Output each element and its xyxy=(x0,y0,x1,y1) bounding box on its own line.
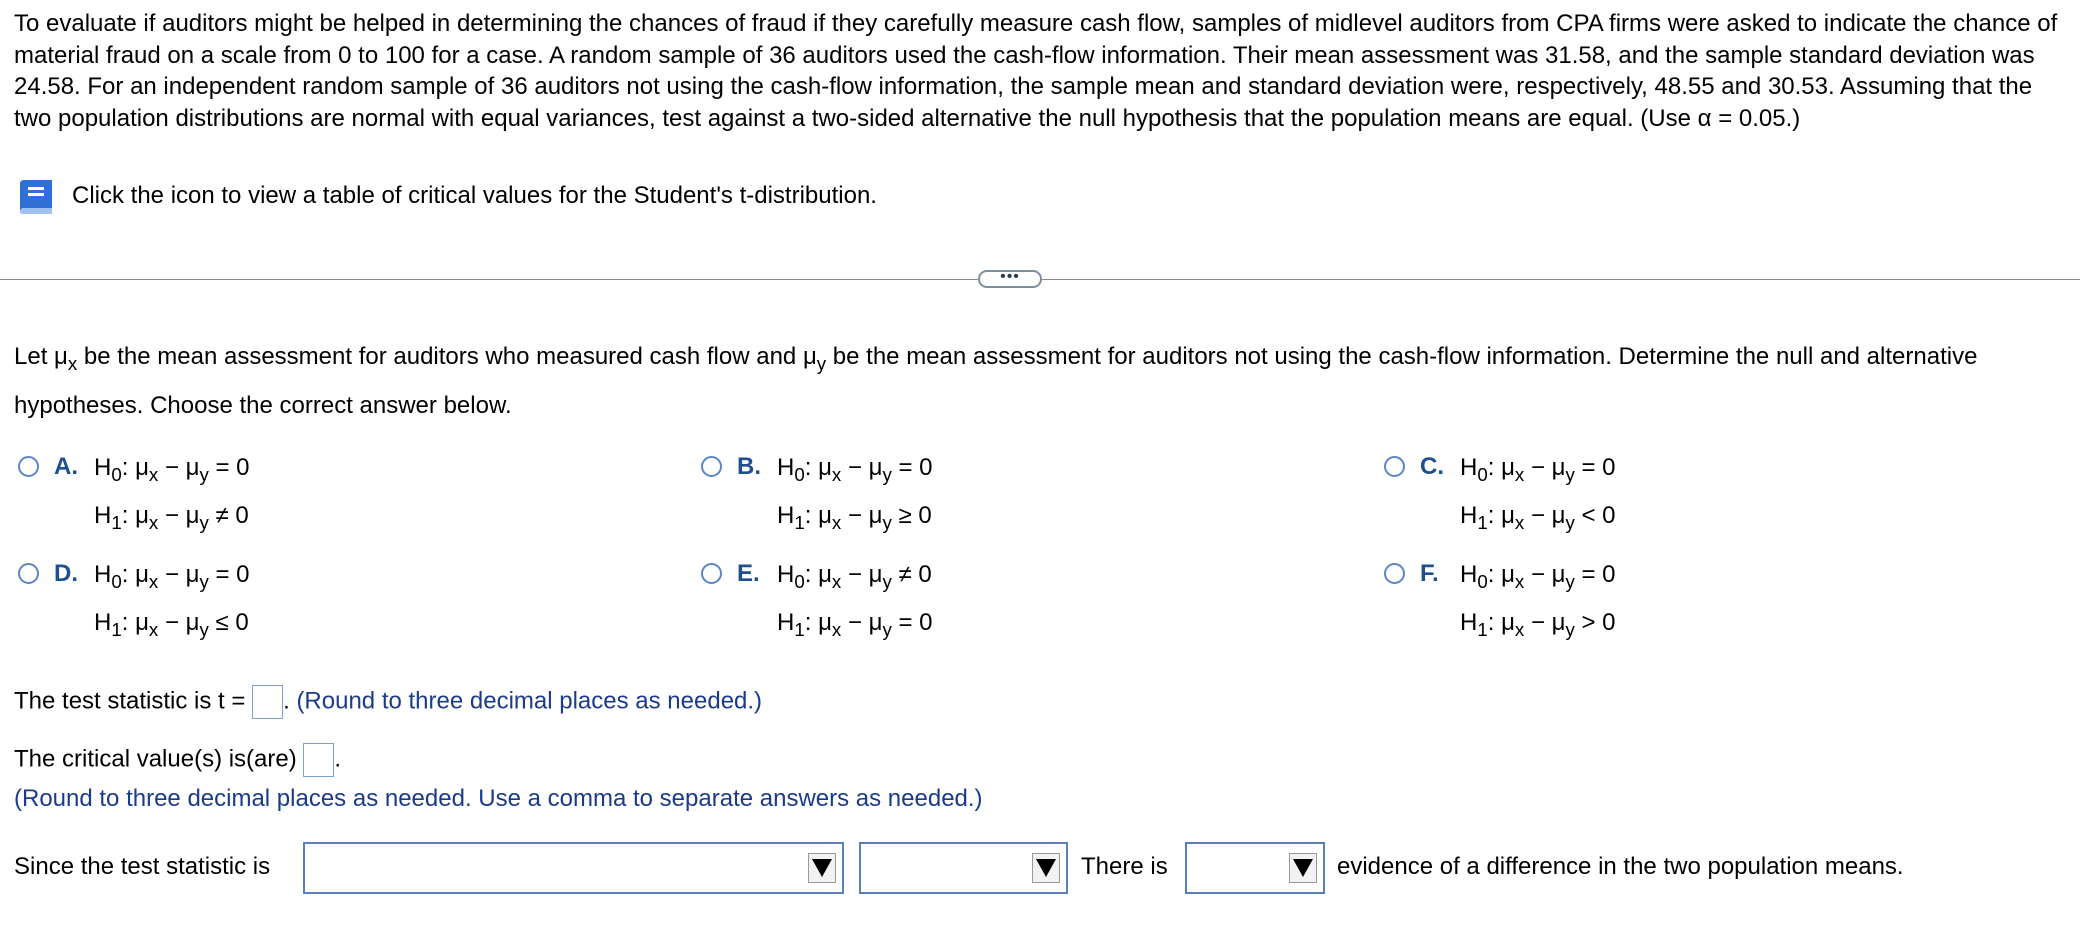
choice-d-h0: $H_0$: $\mu_x - \mu_y = 0$ xyxy=(94,561,250,593)
problem-statement: To evaluate if auditors might be helped in determining the chances of fraud if they carefully measure cash flow, samples of midlevel auditors from CPA firms were asked to indicate the chance of material fraud on a scale from 0 to 100 for a case. A random sample of 36 auditors used the cash-flow information. Their mean assessment was 31.58, and the sample standard deviation was 24.58. For an independent random sample of 36 auditors not using the cash-flow information, the sample mean and standard deviation were, respectively, 48.55 and 30.53. Assuming that the two population distributions are normal with equal variances, test against a two-sided alternative the null hypothesis that the population means are equal. (Use α = 0.05.) xyxy=(14,10,2058,132)
choice-e-letter: E. xyxy=(737,560,760,587)
book-icon[interactable] xyxy=(14,176,56,216)
choice-b-hypotheses xyxy=(777,447,933,543)
choice-c-hypotheses xyxy=(1460,447,1616,543)
choice-c[interactable] xyxy=(1384,450,1616,543)
choice-f[interactable] xyxy=(1384,557,1616,650)
choice-e-hypotheses xyxy=(777,554,933,650)
critical-value-hint: (Round to three decimal places as needed. Use a comma to separate answers as needed.) xyxy=(14,785,983,812)
choice-b-h1: $H_1$: $\mu_x - \mu_y \ge 0$ xyxy=(777,502,932,534)
choice-a[interactable] xyxy=(18,450,250,543)
question-part-1: Let μ xyxy=(14,343,68,370)
conclusion-lead: Since the test statistic is xyxy=(14,853,271,880)
dropdown-arrow-icon[interactable] xyxy=(808,853,836,883)
choice-e-h1: $H_1$: $\mu_x - \mu_y = 0$ xyxy=(777,609,933,641)
critical-value-period: . xyxy=(334,745,342,773)
test-statistic-line xyxy=(14,685,762,719)
choice-c-h0: $H_0$: $\mu_x - \mu_y = 0$ xyxy=(1460,454,1616,486)
question-sub-x: x xyxy=(67,353,78,375)
test-statistic-label: The test statistic is t = xyxy=(14,687,246,715)
choice-d[interactable] xyxy=(18,557,250,650)
t-table-link-text: Click the icon to view a table of critical values for the Student's t-distribution. xyxy=(72,182,877,209)
choice-e[interactable] xyxy=(701,557,933,650)
choice-f-h0: $H_0$: $\mu_x - \mu_y = 0$ xyxy=(1460,561,1616,593)
radio-choice-d[interactable] xyxy=(18,563,39,584)
choice-c-h1: $H_1$: $\mu_x - \mu_y < 0$ xyxy=(1460,502,1616,534)
choice-c-letter: C. xyxy=(1420,453,1444,480)
choice-a-h0: $H_0$: $\mu_x - \mu_y = 0$ xyxy=(94,454,250,486)
critical-value-input[interactable] xyxy=(303,743,334,777)
critical-value-label: The critical value(s) is(are) xyxy=(14,745,297,773)
test-statistic-input[interactable] xyxy=(252,685,283,719)
choice-d-hypotheses xyxy=(94,554,250,650)
question-part-2: be the mean assessment for auditors who measured cash flow and μ xyxy=(77,343,817,370)
choice-b-h0: $H_0$: $\mu_x - \mu_y = 0$ xyxy=(777,454,933,486)
radio-choice-b[interactable] xyxy=(701,456,722,477)
radio-choice-f[interactable] xyxy=(1384,563,1405,584)
choice-f-letter: F. xyxy=(1420,560,1439,587)
test-statistic-comparison-dropdown[interactable] xyxy=(303,842,844,894)
critical-value-line xyxy=(14,743,341,777)
dropdown-arrow-icon[interactable] xyxy=(1289,853,1317,883)
test-statistic-period: . xyxy=(283,687,290,715)
dropdown-arrow-icon[interactable] xyxy=(1032,853,1060,883)
choice-b-letter: B. xyxy=(737,453,761,480)
choice-f-hypotheses xyxy=(1460,554,1616,650)
choice-d-letter: D. xyxy=(54,560,78,587)
choice-e-h0: $H_0$: $\mu_x - \mu_y \ne 0$ xyxy=(777,561,932,593)
question-prompt xyxy=(14,336,2064,427)
choice-d-h1: $H_1$: $\mu_x - \mu_y \le 0$ xyxy=(94,609,249,641)
choice-a-h1: $H_1$: $\mu_x - \mu_y \ne 0$ xyxy=(94,502,249,534)
conclusion-mid: There is xyxy=(1081,853,1168,880)
radio-choice-e[interactable] xyxy=(701,563,722,584)
choice-b[interactable] xyxy=(701,450,933,543)
radio-choice-c[interactable] xyxy=(1384,456,1405,477)
t-table-row xyxy=(14,176,877,216)
question-sub-y: y xyxy=(816,353,827,375)
choice-a-letter: A. xyxy=(54,453,78,480)
radio-choice-a[interactable] xyxy=(18,456,39,477)
conclusion-tail: evidence of a difference in the two population means. xyxy=(1337,853,1904,880)
test-statistic-hint: (Round to three decimal places as needed.) xyxy=(296,687,763,715)
question-part-3: be the mean assessment for auditors not using the cash-flow information. Determine the null and alternative hypotheses. Choose the correct answer below. xyxy=(14,343,1978,420)
choice-a-hypotheses xyxy=(94,447,250,543)
evidence-dropdown[interactable] xyxy=(1185,842,1325,894)
decision-dropdown[interactable] xyxy=(859,842,1068,894)
expand-divider-button[interactable]: ••• xyxy=(978,270,1042,288)
choice-f-h1: $H_1$: $\mu_x - \mu_y > 0$ xyxy=(1460,609,1616,641)
